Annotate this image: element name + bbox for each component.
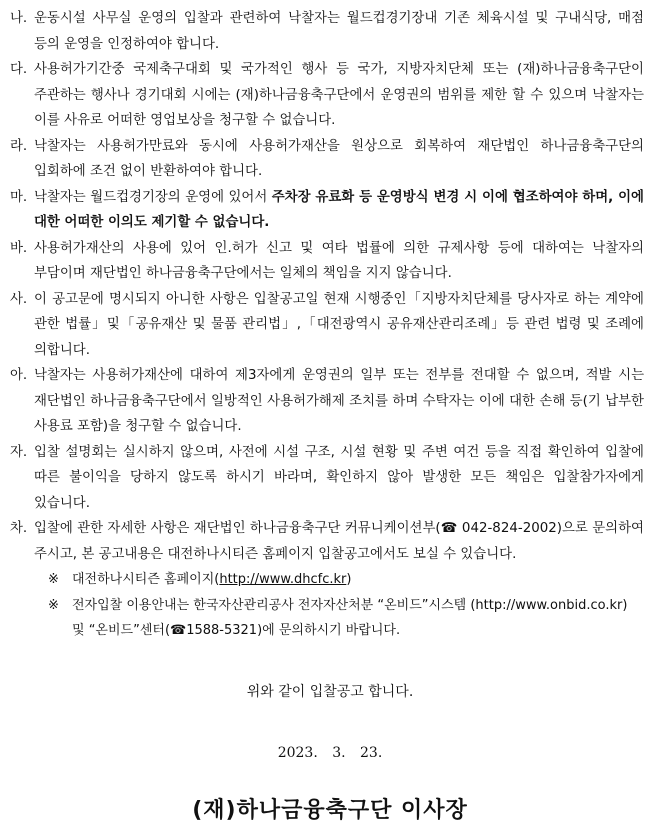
note-text <box>72 567 644 593</box>
closing-statement: 위와 같이 입찰공고 합니다. <box>246 684 414 700</box>
homepage-link[interactable]: http://www.dhcfc.kr <box>219 572 347 587</box>
notice-item-a <box>10 363 644 440</box>
item-text-bold: 주차장 유료화 등 운영방식 변경 시 이에 협조하여야 하며, 이에 대한 어떠한 이의도 제기할 수 없습니다. <box>34 189 644 230</box>
note-suffix: ) <box>346 572 352 587</box>
item-marker: 바. <box>10 240 28 256</box>
notice-item-cha <box>10 516 644 567</box>
notice-item-ra <box>10 134 644 185</box>
item-text: 낙찰자는 사용허가만료와 동시에 사용허가재산을 원상으로 회복하여 재단법인 하나금융축구단의 입회하에 조건 없이 반환하여야 합니다. <box>34 138 644 179</box>
signature: (재)하나금융축구단 이사장 <box>192 798 468 823</box>
note-homepage <box>48 567 644 593</box>
item-marker: 다. <box>10 62 28 77</box>
notice-item-sa <box>10 287 644 364</box>
item-marker: 사. <box>10 291 28 307</box>
item-text: 입찰에 관한 자세한 사항은 재단법인 하나금융축구단 커뮤니케이션부(☎ 042-824-2002)으로 문의하여 주시고, 본 공고내용은 대전하나시티즌 홈페이지 입찰공고에서도 보실 수 있습니다. <box>34 521 644 562</box>
item-marker: 차. <box>10 521 28 536</box>
onbid-link[interactable]: http://www.onbid.co.kr <box>475 597 623 613</box>
item-text-container <box>34 185 644 236</box>
item-text: 운동시설 사무실 운영의 입찰과 관련하여 낙찰자는 월드컵경기장내 기존 체육시설 및 구내식당, 매점 등의 운영을 인정하여야 합니다. <box>34 11 644 52</box>
notice-date: 2023. 3. 23. <box>277 745 383 761</box>
notice-item-ba <box>10 236 644 287</box>
notice-item-da <box>10 57 644 134</box>
item-marker: 마. <box>10 189 28 205</box>
item-marker: 아. <box>10 368 28 383</box>
notice-item-ja <box>10 440 644 517</box>
note-prefix: 전자입찰 이용안내는 한국자산관리공사 전자자산처분 “온비드”시스템 ( <box>72 597 476 613</box>
notice-item-na <box>10 6 644 57</box>
note-marker: ※ <box>48 572 59 587</box>
note-suffix: ) 및 “온비드”센터(☎1588-5321)에 문의하시기 바랍니다. <box>72 597 628 638</box>
notice-items <box>10 6 644 644</box>
item-text: 낙찰자는 월드컵경기장의 운영에 있어서 <box>34 189 272 205</box>
notice-item-ma <box>10 185 644 236</box>
item-text: 입찰 설명회는 실시하지 않으며, 사전에 시설 구조, 시설 현황 및 주변 여건 등을 직접 확인하여 입찰에 따른 불이익을 당하지 않도록 하시기 바라며, 확인하지 않아 발생한 모든 책임은 입찰참가자에게 있습니다. <box>34 444 644 511</box>
item-text: 이 공고문에 명시되지 아니한 사항은 입찰공고일 현재 시행중인「지방자치단체를 당사자로 하는 계약에 관한 법률」및「공유재산 및 물품 관리법」,「대전광역시 공유재산관리조례」등 관련 법령 및 조례에 의합니다. <box>34 291 644 358</box>
note-text <box>72 593 644 644</box>
item-text: 사용허가기간중 국제축구대회 및 국가적인 행사 등 국가, 지방자치단체 또는 (재)하나금융축구단이 주관하는 행사나 경기대회 시에는 (재)하나금융축구단에서 운영권의 범위를 제한 할 수 있으며 낙찰자는 이를 사유로 어떠한 영업보상을 청구할 수 없습니다. <box>34 62 644 128</box>
note-marker: ※ <box>48 597 59 613</box>
item-marker: 자. <box>10 444 28 460</box>
note-prefix: 대전하나시티즌 홈페이지( <box>72 572 220 587</box>
item-text: 사용허가재산의 사용에 있어 인.허가 신고 및 여타 법률에 의한 규제사항 등에 대하여는 낙찰자의 부담이며 재단법인 하나금융축구단에서는 일체의 책임을 지지 않습니다. <box>34 240 644 281</box>
item-marker: 라. <box>10 138 28 154</box>
item-text: 낙찰자는 사용허가재산에 대하여 제3자에게 운영권의 일부 또는 전부를 전대할 수 없으며, 적발 시는 재단법인 하나금융축구단에서 일방적인 사용허가해제 조치를 하며 수탁자는 이에 대한 손해 등(기 납부한 사용료 포함)을 청구할 수 없습니다. <box>34 368 644 434</box>
note-onbid <box>48 593 644 644</box>
item-marker: 나. <box>10 11 28 26</box>
